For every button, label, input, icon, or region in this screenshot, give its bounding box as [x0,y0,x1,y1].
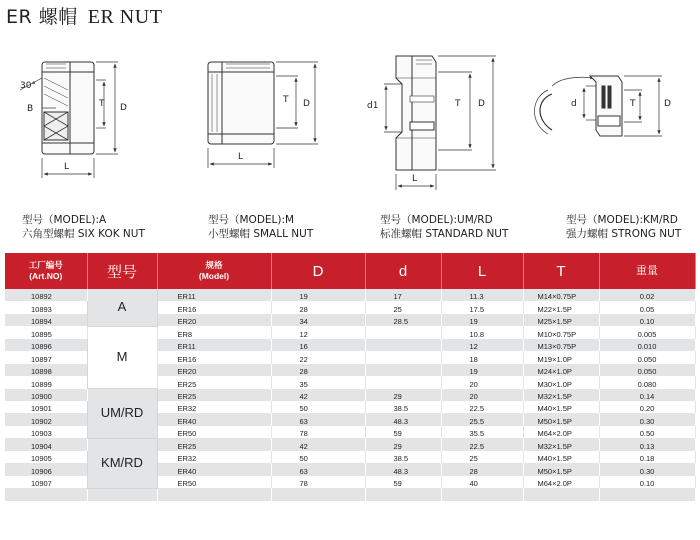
cell-thread: M13×0.75P [523,339,599,351]
cell-art-no: 10895 [5,326,87,338]
cell-l: 25 [441,451,523,463]
label-m-l: L [238,152,244,162]
cell-empty [87,488,157,501]
cell-thread: M64×2.0P [523,476,599,488]
header-weight: 重量 [599,253,695,289]
cell-spec: ER8 [157,326,271,338]
cell-spec: ER20 [157,364,271,376]
label-a-d: D [120,103,127,113]
cell-d-outer: 22 [271,351,365,363]
header-d-outer: D [271,253,365,289]
cell-d-inner: 29 [365,389,441,401]
cell-d-inner: 28.5 [365,314,441,326]
label-a-t: T [99,99,105,109]
caption-a-line2: 六角型螺帽 SIX KOK NUT [22,228,145,240]
cell-d-outer: 12 [271,326,365,338]
cell-art-no: 10892 [5,289,87,301]
label-km-t: T [630,99,636,109]
cell-spec: ER25 [157,376,271,388]
cell-l: 11.3 [441,289,523,301]
caption-model-km [566,213,681,241]
cell-l: 28 [441,463,523,475]
cell-spec: ER16 [157,301,271,313]
caption-a-line1: 型号（MODEL):A [22,214,107,226]
cell-weight: 0.50 [599,426,695,438]
header-l: L [441,253,523,289]
table-row [5,289,695,301]
cell-weight: 0.050 [599,351,695,363]
cell-d-inner: 59 [365,426,441,438]
cell-empty [523,488,599,501]
cell-spec: ER32 [157,451,271,463]
cell-spec: ER25 [157,389,271,401]
cell-spec: ER40 [157,413,271,425]
cell-d-inner [365,326,441,338]
cell-weight: 0.010 [599,339,695,351]
header-d-inner: d [365,253,441,289]
cell-art-no: 10900 [5,389,87,401]
cell-d-inner: 48.3 [365,463,441,475]
cell-weight: 0.13 [599,438,695,450]
cell-spec: ER11 [157,339,271,351]
table-row [5,438,695,450]
cell-d-inner: 38.5 [365,451,441,463]
cell-d-outer: 28 [271,301,365,313]
label-um-d1: d1 [367,101,379,111]
spec-table [5,253,696,501]
header-spec: 规格 (Model) [157,253,271,289]
label-m-t: T [283,95,289,105]
drawing-model-m [208,62,318,168]
caption-model-m [208,213,313,241]
cell-d-inner: 25 [365,301,441,313]
caption-model-a [22,213,145,241]
label-um-t: T [455,99,461,109]
cell-model-group: UM/RD [87,389,157,439]
cell-weight: 0.080 [599,376,695,388]
cell-empty [271,488,365,501]
cell-d-outer: 35 [271,376,365,388]
drawing-model-um [384,56,496,190]
cell-l: 40 [441,476,523,488]
cell-thread: M10×0.75P [523,326,599,338]
cell-empty [599,488,695,501]
cell-d-inner: 38.5 [365,401,441,413]
cell-l: 20 [441,389,523,401]
cell-thread: M50×1.5P [523,463,599,475]
cell-weight: 0.20 [599,401,695,413]
header-model: 型号 [87,253,157,289]
cell-thread: M40×1.5P [523,451,599,463]
cell-empty [365,488,441,501]
cell-d-inner: 59 [365,476,441,488]
label-a-l: L [64,162,70,172]
cell-d-outer: 50 [271,401,365,413]
cell-d-outer: 19 [271,289,365,301]
cell-d-inner: 17 [365,289,441,301]
cell-thread: M14×0.75P [523,289,599,301]
cell-weight: 0.005 [599,326,695,338]
label-um-l: L [412,174,418,184]
cell-weight: 0.10 [599,476,695,488]
cell-thread: M19×1.0P [523,351,599,363]
cell-l: 22.5 [441,401,523,413]
table-row-empty [5,488,695,501]
cell-d-outer: 78 [271,476,365,488]
cell-d-outer: 78 [271,426,365,438]
label-um-d: D [478,99,485,109]
cell-l: 10.8 [441,326,523,338]
cell-spec: ER50 [157,476,271,488]
label-a-b: B [27,104,34,114]
cell-thread: M32×1.5P [523,389,599,401]
cell-l: 25.5 [441,413,523,425]
cell-d-outer: 50 [271,451,365,463]
label-km-d: d [571,99,577,109]
cell-l: 19 [441,364,523,376]
cell-d-inner [365,376,441,388]
cell-model-group: M [87,326,157,388]
caption-um-line1: 型号（MODEL):UM/RD [380,214,493,226]
label-km-bigd: D [664,99,671,109]
table-header-row [5,253,695,289]
cell-d-inner [365,351,441,363]
cell-thread: M50×1.5P [523,413,599,425]
cell-art-no: 10893 [5,301,87,313]
cell-spec: ER11 [157,289,271,301]
cell-model-group: A [87,289,157,326]
cell-empty [5,488,87,501]
cell-art-no: 10905 [5,451,87,463]
cell-l: 22.5 [441,438,523,450]
drawing-model-km [535,76,663,136]
cell-d-inner: 48.3 [365,413,441,425]
caption-km-line1: 型号（MODEL):KM/RD [566,214,678,226]
cell-weight: 0.30 [599,413,695,425]
caption-m-line2: 小型螺帽 SMALL NUT [208,228,314,240]
cell-spec: ER25 [157,438,271,450]
caption-um-line2: 标准螺帽 STANDARD NUT [380,228,509,240]
title-en: ER NUT [87,6,163,28]
cell-empty [441,488,523,501]
cell-weight: 0.30 [599,463,695,475]
cell-thread: M22×1.5P [523,301,599,313]
cell-d-outer: 42 [271,389,365,401]
table-body [5,289,695,501]
cell-art-no: 10896 [5,339,87,351]
cell-l: 12 [441,339,523,351]
cell-art-no: 10903 [5,426,87,438]
cell-thread: M32×1.5P [523,438,599,450]
caption-km-line2: 强力螺帽 STRONG NUT [566,228,682,240]
cell-l: 19 [441,314,523,326]
table-row [5,389,695,401]
cell-art-no: 10907 [5,476,87,488]
drawing-model-a [20,62,118,178]
cell-spec: ER32 [157,401,271,413]
table-row [5,326,695,338]
cell-d-outer: 42 [271,438,365,450]
cell-weight: 0.18 [599,451,695,463]
cell-d-outer: 63 [271,463,365,475]
cell-d-inner [365,339,441,351]
cell-art-no: 10902 [5,413,87,425]
cell-spec: ER20 [157,314,271,326]
cell-art-no: 10904 [5,438,87,450]
cell-art-no: 10899 [5,376,87,388]
cell-d-outer: 63 [271,413,365,425]
cell-art-no: 10906 [5,463,87,475]
cell-l: 18 [441,351,523,363]
cell-l: 17.5 [441,301,523,313]
cell-art-no: 10894 [5,314,87,326]
cell-weight: 0.14 [599,389,695,401]
caption-model-um [380,213,508,241]
cell-spec: ER16 [157,351,271,363]
cell-art-no: 10901 [5,401,87,413]
label-a-angle: 30° [20,81,36,91]
cell-d-inner: 29 [365,438,441,450]
cell-l: 20 [441,376,523,388]
cell-thread: M24×1.0P [523,364,599,376]
cell-thread: M40×1.5P [523,401,599,413]
title-cn: ER 螺帽 [6,6,78,28]
cell-d-outer: 16 [271,339,365,351]
cell-empty [157,488,271,501]
header-art-no: 工厂编号 (Art.NO) [5,253,87,289]
cell-weight: 0.05 [599,301,695,313]
cell-spec: ER40 [157,463,271,475]
cell-thread: M64×2.0P [523,426,599,438]
cell-art-no: 10898 [5,364,87,376]
cell-model-group: KM/RD [87,438,157,488]
cell-d-outer: 28 [271,364,365,376]
caption-m-line1: 型号（MODEL):M [208,214,295,226]
cell-thread: M30×1.0P [523,376,599,388]
cell-weight: 0.10 [599,314,695,326]
cell-spec: ER50 [157,426,271,438]
cell-d-outer: 34 [271,314,365,326]
cell-weight: 0.02 [599,289,695,301]
header-t: T [523,253,599,289]
cell-d-inner [365,364,441,376]
cell-art-no: 10897 [5,351,87,363]
label-m-d: D [303,99,310,109]
cell-weight: 0.050 [599,364,695,376]
cell-thread: M25×1.5P [523,314,599,326]
cell-l: 35.5 [441,426,523,438]
